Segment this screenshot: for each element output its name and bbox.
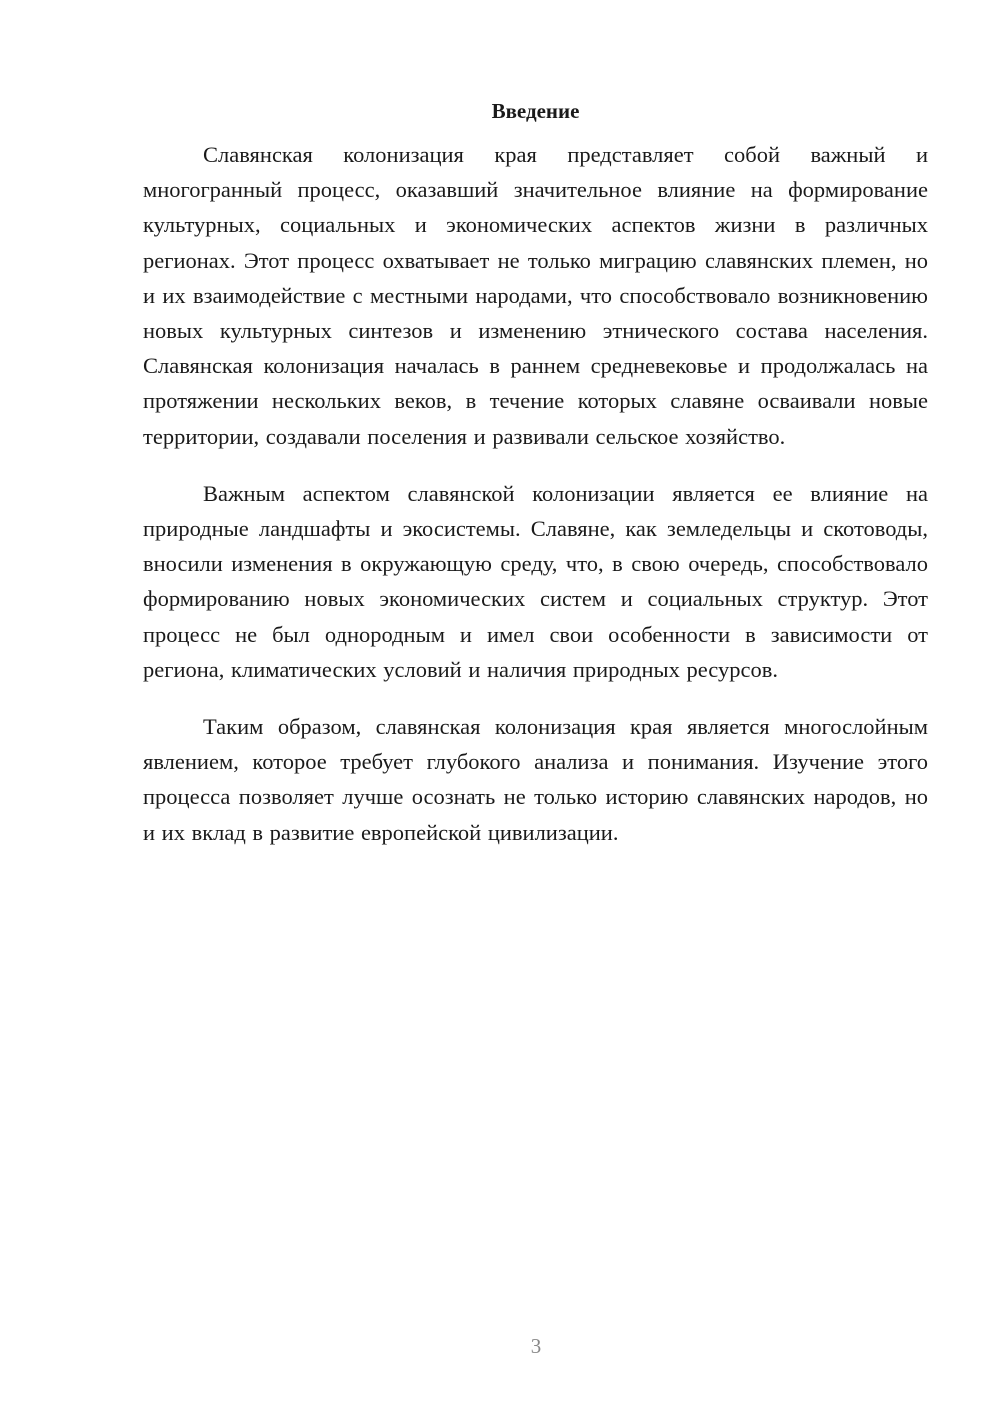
page-content (143, 96, 928, 872)
page-number: 3 (530, 1334, 542, 1358)
paragraph-1: Славянская колонизация края представляет собой важный и многогранный процесс, оказавший значительное влияние на формирование культурных, социальных и экономических аспектов жизни в различных регионах. Этот процесс охватывает не только миграцию славянских племен, но и их взаимодействие с местными народами, что способствовало возникновению новых культурных синтезов и изменению этнического состава населения. Славянская колонизация началась в раннем средневековье и продолжалась на протяжении нескольких веков, в течение которых славяне осваивали новые территории, создавали поселения и развивали сельское хозяйство. (143, 142, 928, 449)
section-heading: Введение (491, 99, 580, 123)
paragraph-2: Важным аспектом славянской колонизации является ее влияние на природные ландшафты и экосистемы. Славяне, как земледельцы и скотоводы, вносили изменения в окружающую среду, что, в свою очередь, способствовало формированию новых экономических систем и социальных структур. Этот процесс не был однородным и имел свои особенности в зависимости от региона, климатических условий и наличия природных ресурсов. (143, 480, 928, 682)
paragraph-3: Таким образом, славянская колонизация края является многослойным явлением, которое требует глубокого анализа и понимания. Изучение этого процесса позволяет лучше осознать не только историю славянских народов, но и их вклад в развитие европейской цивилизации. (143, 714, 928, 845)
